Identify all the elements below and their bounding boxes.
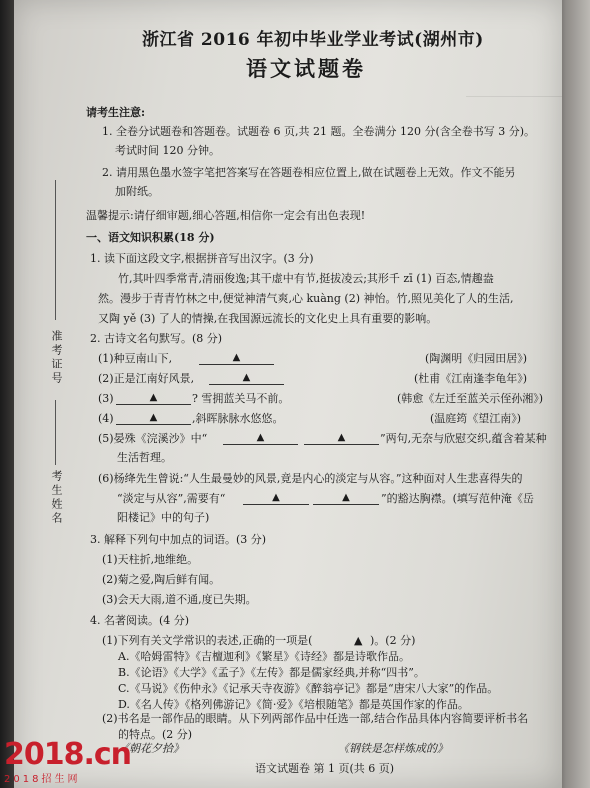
answer-marker: ▲ — [149, 392, 158, 403]
answer-marker: ▲ — [354, 634, 363, 647]
question-line: (1)下列有关文学常识的表述,正确的一项是( — [102, 634, 313, 647]
question-line: (2)正是江南好风景, — [98, 372, 195, 385]
question-line: (1)种豆南山下, — [98, 352, 173, 365]
background-left — [0, 0, 14, 788]
question-line: ,斜晖脉脉水悠悠。 — [192, 412, 284, 425]
option-c: C.《马说》《伤仲永》《记承天寺夜游》《醉翁亭记》都是“唐宋八大家”的作品。 — [118, 682, 499, 695]
answer-blank — [223, 430, 298, 445]
question-line: (2)菊之爱,陶后鲜有闻。 — [102, 573, 221, 586]
question-line: 3. 解释下列句中加点的词语。(3 分) — [90, 533, 267, 546]
source-citation: (韩愈《左迁至蓝关示侄孙湘》) — [397, 392, 544, 405]
answer-marker: ▲ — [272, 492, 280, 503]
page-footer: 语文试题卷 第 1 页(共 6 页) — [255, 762, 395, 775]
notice-item: 加附纸。 — [115, 185, 159, 198]
question-line: 又陶 yě (3) 了人的情操,在我国源远流长的文化史上具有重要的影响。 — [98, 312, 438, 325]
source-citation: (杜甫《江南逢李龟年》) — [414, 372, 528, 385]
question-line: ”两句,无奈与欣慰交织,蕴含着某种 — [380, 432, 547, 445]
option-a: A.《哈姆雷特》《吉檀迦利》《繁星》《诗经》都是诗歌作品。 — [118, 650, 410, 663]
answer-blank — [313, 490, 379, 505]
question-line: “淡定与从容”,需要有“ — [117, 492, 226, 505]
answer-blank — [243, 490, 309, 505]
section-heading: 一、语文知识积累(18 分) — [86, 231, 215, 244]
answer-blank — [304, 430, 379, 445]
source-citation: (温庭筠《望江南》) — [430, 412, 522, 425]
question-line: 阳楼记》中的句子) — [117, 511, 210, 524]
question-line: 4. 名著阅读。(4 分) — [90, 614, 190, 627]
candidate-name-label: 考生姓名 — [50, 470, 63, 526]
question-line: (3) — [98, 392, 114, 405]
answer-blank — [209, 370, 284, 385]
candidate-name-line — [55, 400, 56, 465]
source-citation: (陶渊明《归园田居》) — [425, 352, 528, 365]
option-b: B.《论语》《大学》《孟子》《左传》都是儒家经典,并称“四书”。 — [118, 666, 425, 679]
exam-sheet — [14, 0, 562, 788]
answer-marker: ▲ — [149, 412, 158, 423]
page-title: 浙江省 2016 年初中毕业学业考试(湖州市) — [142, 30, 484, 50]
watermark-sub: 2018招生网 — [4, 774, 81, 785]
notice-item: 考试时间 120 分钟。 — [115, 144, 220, 157]
question-line: (2)书名是一部作品的眼睛。从下列两部作品中任选一部,结合作品具体内容简要评析书名 — [102, 712, 529, 725]
question-line: 竹,其叶四季常青,清丽俊逸;其干虚中有节,挺拔凌云;其形千 zī (1) 百态,情趣盎 — [118, 272, 494, 285]
question-line: )。(2 分) — [370, 634, 416, 647]
exam-number-label: 准考证号 — [50, 330, 63, 386]
answer-blank — [199, 350, 274, 365]
answer-marker: ▲ — [337, 432, 346, 443]
question-line: (1)天柱折,地维绝。 — [102, 553, 199, 566]
question-line: (4) — [98, 412, 114, 425]
question-line: ? 雪拥蓝关马不前。 — [192, 392, 290, 405]
answer-marker: ▲ — [256, 432, 265, 443]
answer-marker: ▲ — [342, 492, 350, 503]
answer-marker: ▲ — [232, 352, 241, 363]
question-line: ”的豁达胸襟。(填写范仲淹《岳 — [381, 492, 534, 505]
question-line: 2. 古诗文名句默写。(8 分) — [90, 332, 223, 345]
page-subtitle: 语文试题卷 — [246, 56, 366, 81]
question-line: (6)杨绛先生曾说:“人生最曼妙的风景,竟是内心的淡定与从容。”这种面对人生悲喜得失的 — [98, 472, 523, 485]
notice-tip: 温馨提示:请仔细审题,细心答题,相信你一定会有出色表现! — [86, 209, 366, 222]
answer-blank — [116, 410, 191, 425]
watermark-logo — [4, 737, 132, 785]
watermark-brand: 2018.cn — [4, 737, 132, 772]
question-line: 然。漫步于青青竹林之中,便觉神清气爽,心 kuàng (2) 神怡。竹,照见美化了人的生活, — [98, 292, 514, 305]
question-line: (5)晏殊《浣溪沙》中“ — [98, 432, 208, 445]
answer-blank — [116, 390, 191, 405]
question-line: 1. 读下面这段文字,根据拼音写出汉字。(3 分) — [90, 252, 314, 265]
notice-item: 2. 请用黑色墨水签字笔把答案写在答题卷相应位置上,做在试题卷上无效。作文不能另 — [102, 166, 516, 179]
option-d: D.《名人传》《格列佛游记》《简·爱》《培根随笔》都是英国作家的作品。 — [118, 698, 469, 711]
book-title: 《钢铁是怎样炼成的》 — [338, 742, 448, 755]
notice-heading: 请考生注意: — [86, 106, 146, 119]
answer-marker: ▲ — [242, 372, 251, 383]
question-line: 生活哲理。 — [117, 451, 172, 464]
book-title: 《朝花夕拾》 — [118, 742, 184, 755]
exam-number-line — [55, 180, 56, 320]
notice-item: 1. 全卷分试题卷和答题卷。试题卷 6 页,共 21 题。全卷满分 120 分(含全卷书写 3 分)。 — [102, 125, 536, 138]
question-line: (3)会天大雨,道不通,度已失期。 — [102, 593, 257, 606]
question-line: 的特点。(2 分) — [118, 728, 193, 741]
